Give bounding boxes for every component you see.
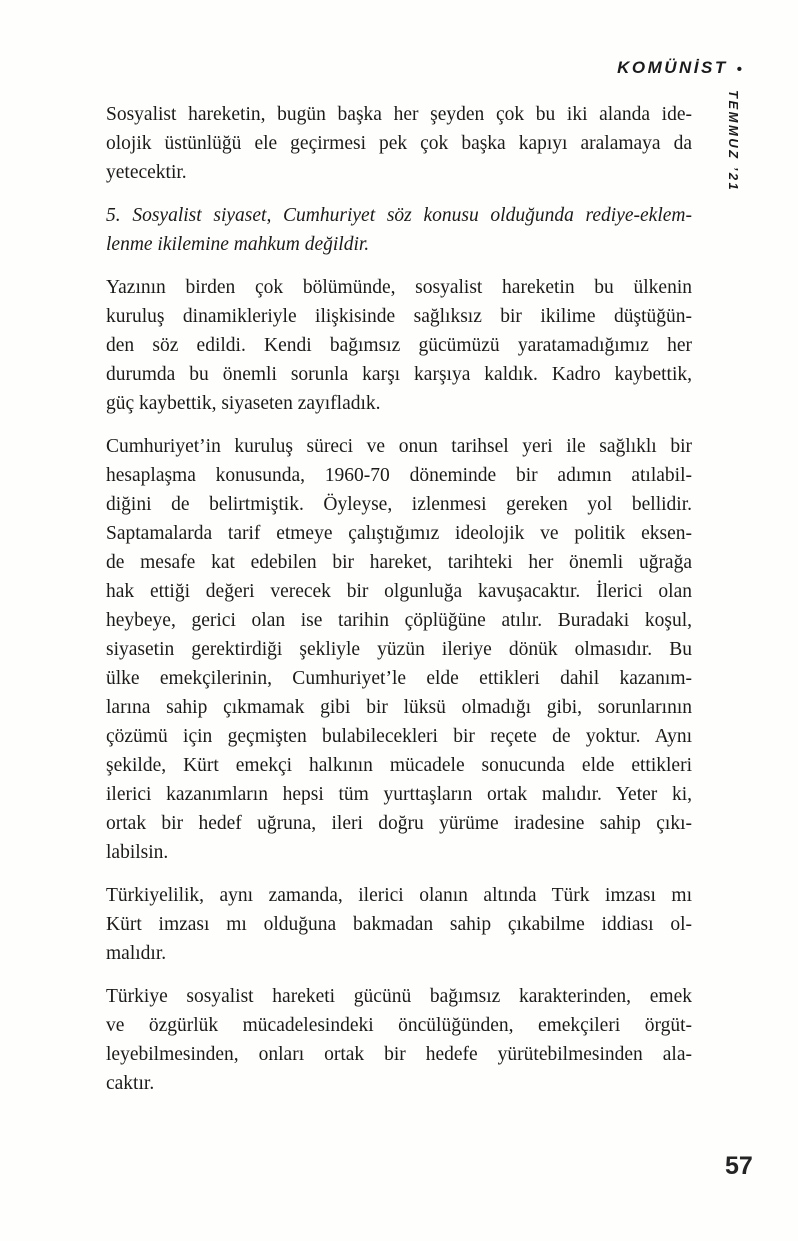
text-line: den söz edildi. Kendi bağımsız gücümüzü yaratamadığımız her	[106, 335, 692, 356]
page-number: 57	[725, 1152, 753, 1180]
text-line: Türkiye sosyalist hareketi gücünü bağımsız karakterinden, emek	[106, 986, 692, 1007]
text-line: ilerici kazanımların hepsi tüm yurttaşların ortak malıdır. Yeter ki,	[106, 784, 692, 805]
text-line: durumda bu önemli sorunla karşı karşıya kaldık. Kadro kaybettik,	[106, 364, 692, 385]
text-line: hesaplaşma konusunda, 1960-70 döneminde bir adımın atılabil-	[106, 465, 692, 486]
text-line: ülke emekçilerinin, Cumhuriyet’le elde ettikleri dahil kazanım-	[106, 668, 692, 689]
body-paragraph	[106, 881, 692, 968]
text-line: şekilde, Kürt emekçi halkının mücadele sonucunda elde ettikleri	[106, 755, 692, 776]
page-body	[106, 100, 692, 1112]
text-line: çözümü için geçmişten bulabilecekleri bir reçete de yoktur. Aynı	[106, 726, 692, 747]
body-paragraph	[106, 982, 692, 1098]
text-line: diğini de belirtmiştik. Öyleyse, izlenmesi gereken yol bellidir.	[106, 494, 692, 515]
body-paragraph	[106, 432, 692, 867]
text-line: Türkiyelilik, aynı zamanda, ilerici olanın altında Türk imzası mı	[106, 885, 692, 906]
text-line: ortak bir hedef uğruna, ileri doğru yürüme iradesine sahip çıkı-	[106, 813, 692, 834]
text-line: siyasetin gerektirdiği şekliyle yüzün ileriye dönük olmasıdır. Bu	[106, 639, 692, 660]
issue-date-vertical: TEMMUZ ’21	[726, 90, 741, 193]
journal-title	[617, 58, 742, 78]
text-line: ve özgürlük mücadelesindeki öncülüğünden, emekçileri örgüt-	[106, 1015, 692, 1036]
text-line: de mesafe kat edebilen bir hareket, tarihteki her önemli uğrağa	[106, 552, 692, 573]
text-line: heybeye, gerici olan ise tarihin çöplüğüne atılır. Buradaki koşul,	[106, 610, 692, 631]
body-paragraph	[106, 273, 692, 418]
text-line: yetecektir.	[106, 162, 187, 183]
text-line: caktır.	[106, 1073, 155, 1094]
body-paragraph	[106, 100, 692, 187]
bullet-separator-icon: •	[736, 60, 742, 78]
text-line: labilsin.	[106, 842, 169, 863]
text-line: kuruluş dinamikleriyle ilişkisinde sağlıksız bir ikilime düştüğün-	[106, 306, 692, 327]
text-line: Cumhuriyet’in kuruluş süreci ve onun tarihsel yeri ile sağlıklı bir	[106, 436, 692, 457]
text-line: olojik üstünlüğü ele geçirmesi pek çok başka kapıyı aralamaya da	[106, 133, 692, 154]
text-line: Saptamalarda tarif etmeye çalıştığımız ideolojik ve politik eksen-	[106, 523, 692, 544]
text-line: Kürt imzası mı olduğuna bakmadan sahip çıkabilme iddiası ol-	[106, 914, 692, 935]
text-line: lenme ikilemine mahkum değildir.	[106, 234, 370, 255]
text-line: malıdır.	[106, 943, 167, 964]
journal-title-text: KOMÜNİST	[617, 58, 728, 77]
section-heading	[106, 201, 692, 259]
text-line: hak ettiği değeri verecek bir olgunluğa kavuşacaktır. İlerici olan	[106, 581, 692, 602]
text-line: leyebilmesinden, onları ortak bir hedefe yürütebilmesinden ala-	[106, 1044, 692, 1065]
text-line: güç kaybettik, siyaseten zayıfladık.	[106, 393, 381, 414]
text-line: 5. Sosyalist siyaset, Cumhuriyet söz konusu olduğunda rediye-eklem-	[106, 205, 692, 226]
text-line: larına sahip çıkmamak gibi bir lüksü olmadığı gibi, sorunlarının	[106, 697, 692, 718]
text-line: Yazının birden çok bölümünde, sosyalist hareketin bu ülkenin	[106, 277, 692, 298]
text-line: Sosyalist hareketin, bugün başka her şeyden çok bu iki alanda ide-	[106, 104, 692, 125]
